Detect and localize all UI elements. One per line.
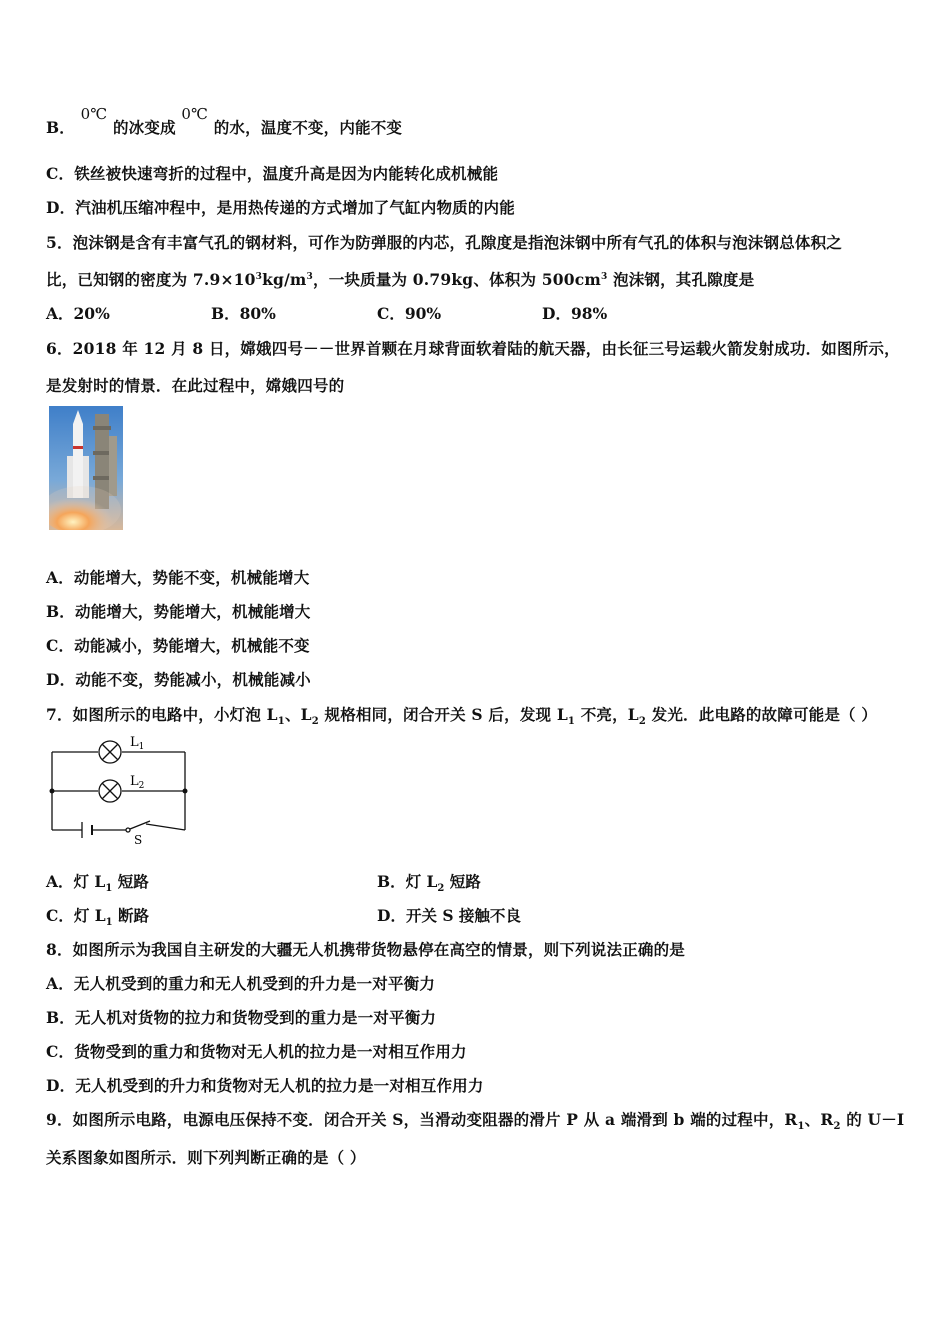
- q7-option-b: [377, 870, 481, 894]
- q5-stem-line1: 5．泡沫钢是含有丰富气孔的钢材料，可作为防弹服的内芯，孔隙度是指泡沫钢中所有气孔的体积与泡沫钢总体积之: [46, 233, 842, 252]
- circuit-diagram-svg: [46, 734, 196, 846]
- stem-text: 不亮，L: [575, 705, 639, 724]
- lamp-label-sub: 2: [138, 781, 145, 791]
- stem-text: 的 U－I: [840, 1110, 905, 1129]
- stem-text: 、R: [804, 1110, 834, 1129]
- subscript: 1: [105, 883, 113, 895]
- q7-option-c: [46, 904, 149, 928]
- stem-text: 泡沫钢，其孔隙度是: [607, 270, 755, 289]
- temperature-label: 0℃: [181, 105, 209, 123]
- switch-icon: [126, 828, 130, 832]
- q6-stem-line1: 6．2018 年 12 月 8 日，嫦娥四号－－世界首颗在月球背面软着陆的航天器，由长征三号运载火箭发射成功．如图所示，: [46, 339, 900, 358]
- rocket-launch-illustration: [49, 406, 123, 530]
- q8-option-b: B．无人机对货物的拉力和货物受到的重力是一对平衡力: [46, 1008, 437, 1027]
- superscript: 3: [255, 271, 263, 282]
- superscript: 3: [600, 271, 608, 282]
- q6-option-a: A．动能增大，势能不变，机械能增大: [46, 568, 310, 587]
- q5-option-d: D．98%: [542, 304, 608, 323]
- q5-option-a: A．20%: [46, 304, 110, 323]
- option-text: 短路: [112, 872, 149, 891]
- q4-option-d: D．汽油机压缩冲程中，是用热传递的方式增加了气缸内物质的内能: [46, 198, 515, 217]
- option-text: 的水，温度不变，内能不变: [213, 118, 403, 137]
- q7-stem: [46, 703, 877, 727]
- subscript: 2: [437, 883, 445, 895]
- switch-label: S: [134, 833, 143, 846]
- rocket-launch-image: [49, 406, 123, 530]
- q9-stem-line1: [46, 1108, 904, 1132]
- superscript: 3: [306, 271, 314, 282]
- junction-dot: [183, 789, 188, 794]
- q6-stem-line2: 是发射时的情景．在此过程中，嫦娥四号的: [46, 376, 345, 395]
- wire: [146, 824, 185, 830]
- lamp-l1-label: [130, 735, 144, 752]
- lamp-label-sub: 1: [138, 742, 145, 752]
- subscript: 1: [567, 716, 576, 728]
- stem-text: 规格相同，闭合开关 S 后，发现 L: [318, 705, 568, 724]
- option-text: 的冰变成: [112, 118, 176, 137]
- subscript: 2: [638, 716, 647, 728]
- q9-stem-line2: 关系图象如图所示．则下列判断正确的是（ ）: [46, 1148, 366, 1167]
- option-prefix: B．: [46, 118, 76, 137]
- lamp-label-letter: L: [130, 774, 139, 789]
- circuit-diagram: [46, 734, 196, 846]
- temperature-label: 0℃: [80, 105, 108, 123]
- stem-text: 发光．此电路的故障可能是（ ）: [646, 705, 878, 724]
- junction-dot: [50, 789, 55, 794]
- option-text: C．灯 L: [46, 906, 106, 925]
- stem-text: 比，已知钢的密度为 7.9×10: [46, 270, 256, 289]
- stem-text: ，一块质量为 0.79kg、体积为 500cm: [313, 270, 601, 289]
- subscript: 2: [311, 716, 319, 728]
- q5-option-b: B．80%: [211, 304, 276, 323]
- subscript: 1: [797, 1121, 805, 1133]
- q8-option-c: C．货物受到的重力和货物对无人机的拉力是一对相互作用力: [46, 1042, 467, 1061]
- option-text: 短路: [444, 872, 481, 891]
- q7-option-d: D．开关 S 接触不良: [377, 906, 521, 925]
- q4-option-c: C．铁丝被快速弯折的过程中，温度升高是因为内能转化成机械能: [46, 164, 499, 183]
- q6-option-c: C．动能减小，势能增大，机械能不变: [46, 636, 310, 655]
- lamp-l2-label: [130, 774, 144, 791]
- stem-text: 7．如图所示的电路中，小灯泡 L: [46, 705, 278, 724]
- option-text: B．灯 L: [377, 872, 438, 891]
- q6-option-b: B．动能增大，势能增大，机械能增大: [46, 602, 311, 621]
- lamp-label-letter: L: [130, 735, 139, 750]
- q8-option-d: D．无人机受到的升力和货物对无人机的拉力是一对相互作用力: [46, 1076, 484, 1095]
- option-text: 断路: [112, 906, 150, 925]
- q7-option-a: [46, 870, 149, 894]
- q4-option-b: [46, 105, 403, 138]
- option-text: A．灯 L: [46, 872, 106, 891]
- q5-option-c: C．90%: [377, 304, 442, 323]
- stem-text: 9．如图所示电路，电源电压保持不变．闭合开关 S，当滑动变阻器的滑片 P 从 a 端滑到 b 端的过程中，R: [46, 1110, 798, 1129]
- subscript: 2: [833, 1121, 841, 1133]
- subscript: 1: [105, 917, 113, 929]
- stem-text: 、L: [284, 705, 312, 724]
- q8-stem: 8．如图所示为我国自主研发的大疆无人机携带货物悬停在高空的情景，则下列说法正确的是: [46, 940, 685, 959]
- q8-option-a: A．无人机受到的重力和无人机受到的升力是一对平衡力: [46, 974, 436, 993]
- stem-text: kg/m: [262, 270, 307, 289]
- subscript: 1: [277, 716, 285, 728]
- q6-option-d: D．动能不变，势能减小，机械能减小: [46, 670, 311, 689]
- q5-stem-line2: [46, 268, 754, 290]
